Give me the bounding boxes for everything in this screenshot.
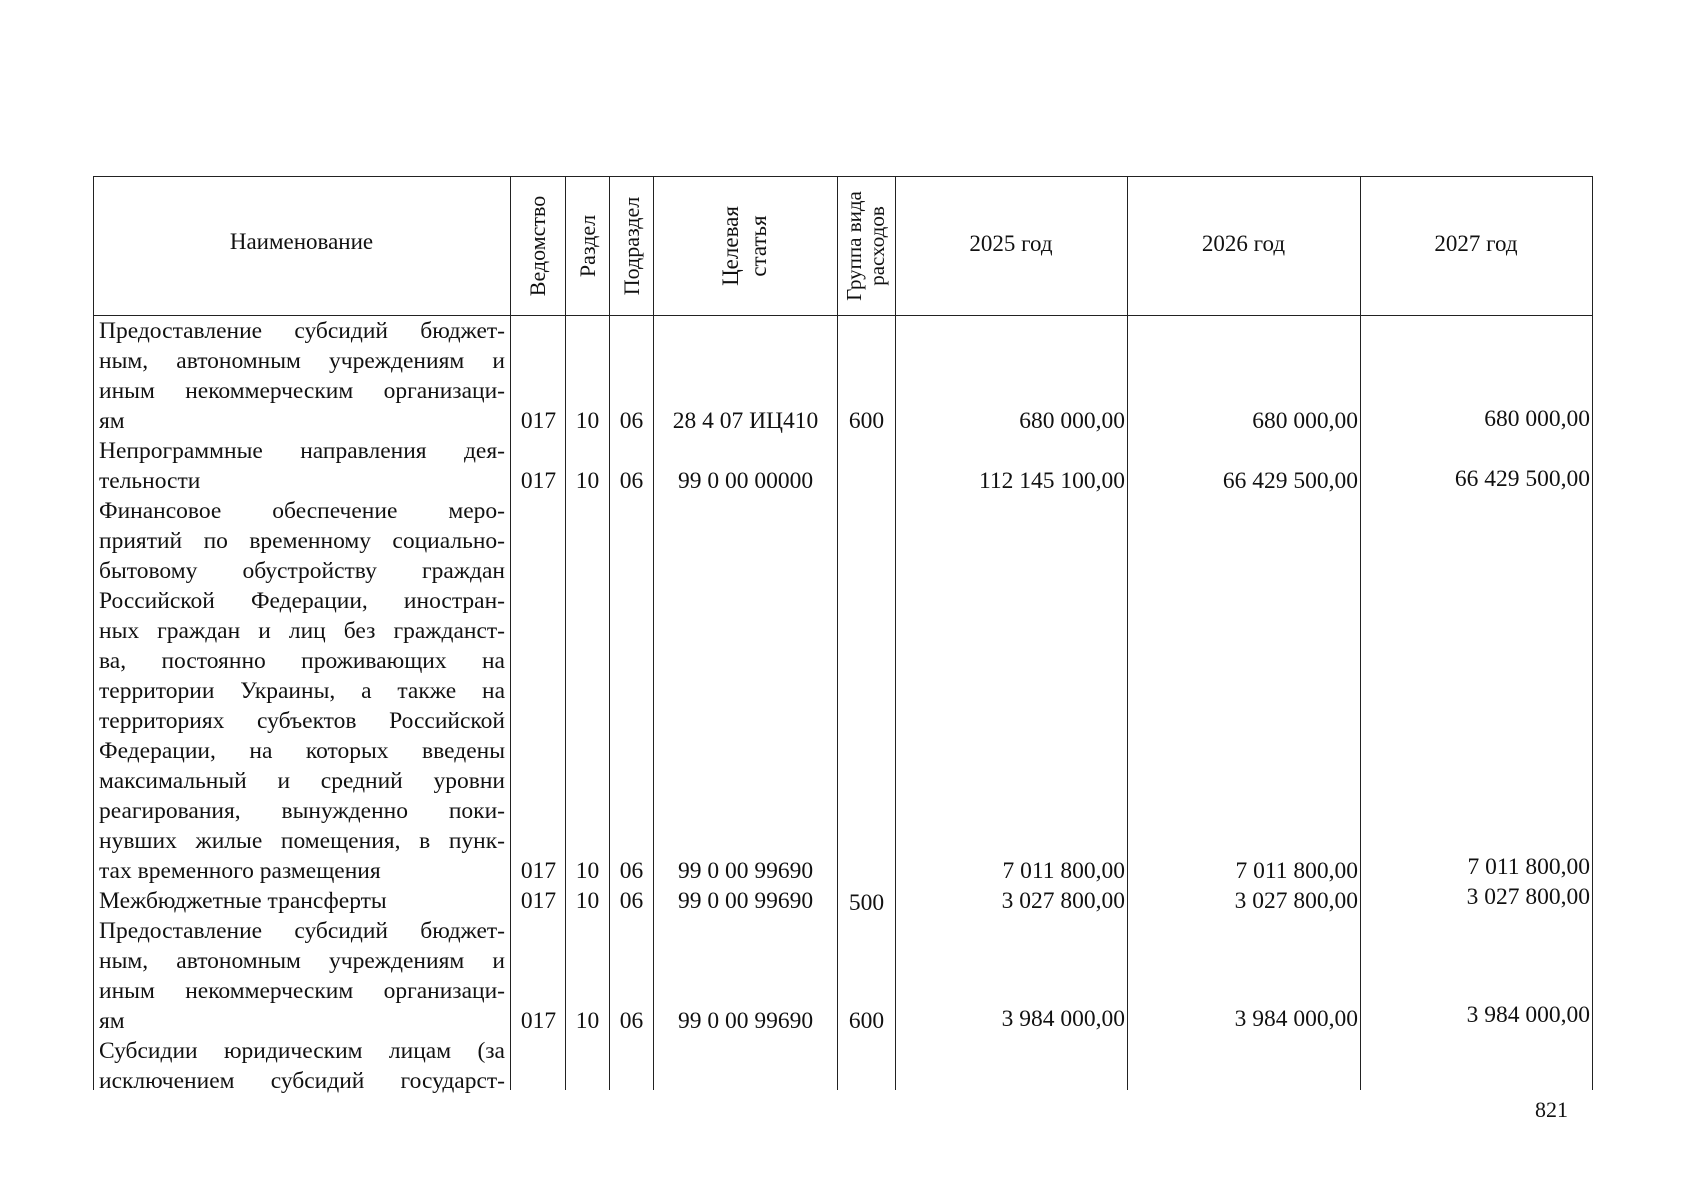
row-name-line: ям <box>99 1008 125 1034</box>
header-target-item-line2: статья <box>746 215 771 277</box>
cell-target: 99 0 00 99690 <box>677 858 814 884</box>
header-name: Наименование <box>229 229 374 254</box>
row-name <box>99 1036 505 1096</box>
row-name-line: Непрограммные направления дея- <box>99 438 505 464</box>
cell-sec: 10 <box>575 408 600 434</box>
cell-2027: 680 000,00 <box>1484 406 1590 432</box>
cell-sec: 10 <box>575 858 600 884</box>
col-border-sub <box>653 176 654 1090</box>
row-name-line: исключением субсидий государст- <box>99 1068 505 1094</box>
cell-group: 500 <box>848 890 885 916</box>
row-name-line: реагирования, вынужденно поки- <box>99 798 505 824</box>
cell-2026: 3 984 000,00 <box>1234 1006 1358 1032</box>
cell-sub: 06 <box>619 1008 644 1034</box>
cell-2026: 680 000,00 <box>1252 408 1358 434</box>
cell-group: 600 <box>848 408 885 434</box>
row-name-line: территории Украины, а также на <box>99 678 505 704</box>
cell-dept: 017 <box>520 1008 557 1034</box>
cell-2025: 7 011 800,00 <box>1002 858 1125 884</box>
row-name-line: бытовому обустройству граждан <box>99 558 505 584</box>
row-name-line: Межбюджетные трансферты <box>99 888 387 914</box>
header-year-2027: 2027 год <box>1434 231 1518 256</box>
row-name <box>99 496 505 886</box>
col-border-2026 <box>1360 176 1361 1090</box>
row-name-line: тельности <box>99 468 201 494</box>
cell-target: 99 0 00 99690 <box>677 888 814 914</box>
header-expense-group <box>843 191 889 301</box>
row-name-line: максимальный и средний уровни <box>99 768 505 794</box>
cell-2026: 7 011 800,00 <box>1235 858 1358 884</box>
row-name <box>99 916 505 1036</box>
page-number: 821 <box>1535 1097 1568 1122</box>
header-year-2026: 2026 год <box>1201 231 1286 256</box>
cell-dept: 017 <box>520 408 557 434</box>
cell-target: 99 0 00 00000 <box>677 468 814 494</box>
cell-2026: 3 027 800,00 <box>1234 888 1358 914</box>
cell-2026: 66 429 500,00 <box>1222 468 1358 494</box>
row-name-line: ным, автономным учреждениям и <box>99 348 505 374</box>
col-border-sec <box>609 176 610 1090</box>
cell-dept: 017 <box>520 468 557 494</box>
cell-sub: 06 <box>619 408 644 434</box>
cell-2027: 66 429 500,00 <box>1454 466 1590 492</box>
row-name-line: нувших жилые помещения, в пунк- <box>99 828 505 854</box>
col-border-left <box>93 176 94 1090</box>
header-subsection: Подраздел <box>619 196 644 296</box>
cell-group: 600 <box>848 1008 885 1034</box>
col-border-target <box>837 176 838 1090</box>
col-border-2025 <box>1127 176 1128 1090</box>
cell-dept: 017 <box>520 888 557 914</box>
col-border-name <box>510 176 511 1090</box>
col-border-dept <box>565 176 566 1090</box>
cell-sec: 10 <box>575 1008 600 1034</box>
row-name-line: Финансовое обеспечение меро- <box>99 498 505 524</box>
cell-sub: 06 <box>619 468 644 494</box>
cell-2025: 3 027 800,00 <box>1001 888 1125 914</box>
cell-2027: 3 984 000,00 <box>1466 1002 1590 1028</box>
cell-2027: 7 011 800,00 <box>1467 854 1590 880</box>
row-name <box>99 436 505 496</box>
row-name-line: иным некоммерческим организаци- <box>99 978 505 1004</box>
header-expense-group-line1: Группа вида <box>842 191 866 301</box>
header-expense-group-line2: расходов <box>865 206 889 286</box>
cell-target: 99 0 00 99690 <box>677 1008 814 1034</box>
header-section: Раздел <box>575 214 600 278</box>
col-border-right <box>1592 176 1593 1090</box>
row-name-line: ным, автономным учреждениям и <box>99 948 505 974</box>
cell-target: 28 4 07 ИЦ410 <box>672 408 819 434</box>
cell-sec: 10 <box>575 888 600 914</box>
col-border-group <box>895 176 896 1090</box>
cell-sec: 10 <box>575 468 600 494</box>
cell-2025: 680 000,00 <box>1019 408 1125 434</box>
row-name <box>99 316 505 436</box>
cell-dept: 017 <box>520 858 557 884</box>
row-name-line: иным некоммерческим организаци- <box>99 378 505 404</box>
row-name <box>99 886 505 916</box>
row-name-line: приятий по временному социально- <box>99 528 505 554</box>
row-name-line: территориях субъектов Российской <box>99 708 505 734</box>
row-name-line: ных граждан и лиц без гражданст- <box>99 618 505 644</box>
cell-2025: 112 145 100,00 <box>978 468 1125 494</box>
row-name-line: Российской Федерации, иностран- <box>99 588 505 614</box>
row-name-line: ям <box>99 408 125 434</box>
row-name-line: Предоставление субсидий бюджет- <box>99 918 505 944</box>
row-name-line: Предоставление субсидий бюджет- <box>99 318 505 344</box>
header-year-2025: 2025 год <box>969 231 1053 256</box>
header-department: Ведомство <box>525 195 550 297</box>
cell-sub: 06 <box>619 858 644 884</box>
cell-2027: 3 027 800,00 <box>1466 884 1590 910</box>
row-name-line: ва, постоянно проживающих на <box>99 648 505 674</box>
header-target-item <box>717 206 773 286</box>
header-target-item-line1: Целевая <box>718 206 743 286</box>
row-name-line: тах временного размещения <box>99 858 381 884</box>
cell-2025: 3 984 000,00 <box>1001 1006 1125 1032</box>
cell-sub: 06 <box>619 888 644 914</box>
row-name-line: Федерации, на которых введены <box>99 738 505 764</box>
table-top-border <box>93 176 1592 177</box>
row-name-line: Субсидии юридическим лицам (за <box>99 1038 505 1064</box>
